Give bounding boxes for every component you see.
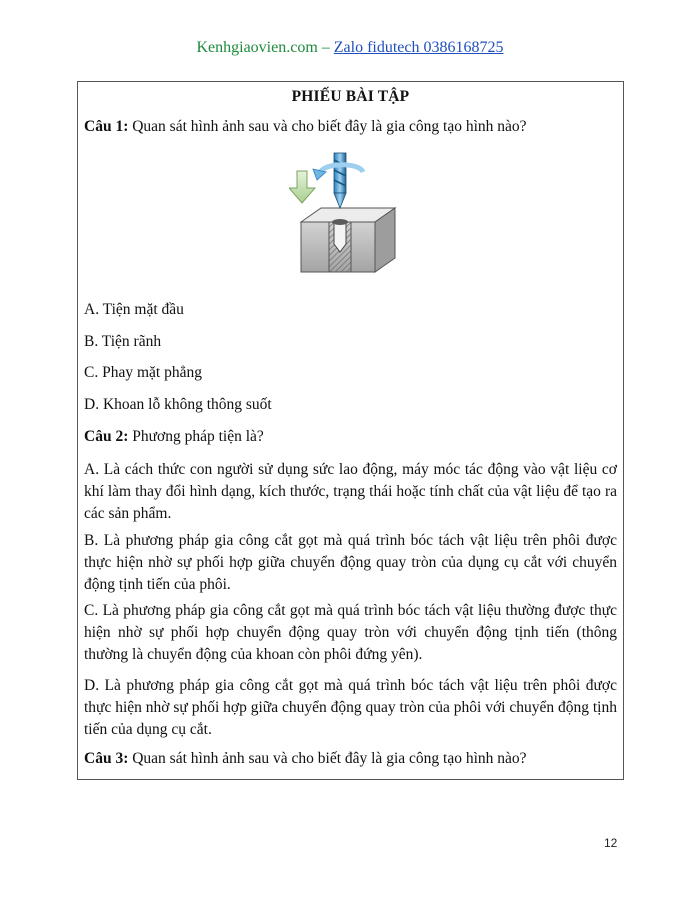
question-1-label: Câu 1:	[84, 118, 129, 135]
q2-option-b: B. Là phương pháp gia công cắt gọt mà quá trình bóc tách vật liệu trên phôi được thực hiện nhờ sự phối hợp giữa chuyển động quay tròn của dụng cụ cắt với chuyển động tịnh tiến của phôi.	[84, 532, 617, 593]
page-header	[0, 39, 700, 57]
worksheet-frame	[77, 81, 624, 780]
q2-option-d: D. Là phương pháp gia công cắt gọt mà quá trình bóc tách vật liệu trên phôi được thực hiện nhờ sự phối hợp giữa chuyển động quay tròn của phôi với chuyển động tịnh tiến của dụng cụ cắt.	[84, 677, 617, 738]
drilling-illustration	[289, 148, 415, 278]
question-2-label: Câu 2:	[84, 428, 129, 445]
question-3-text: Quan sát hình ảnh sau và cho biết đây là gia công tạo hình nào?	[132, 750, 527, 767]
header-separator: –	[321, 39, 330, 56]
site-name: Kenhgiaovien.com	[196, 39, 318, 56]
question-2-text: Phương pháp tiện là?	[132, 428, 264, 445]
q1-option-b: B. Tiện rãnh	[84, 333, 162, 350]
q1-option-a: A. Tiện mặt đầu	[84, 301, 184, 318]
contact-link[interactable]: Zalo fidutech 0386168725	[333, 39, 504, 56]
question-1-text: Quan sát hình ảnh sau và cho biết đây là gia công tạo hình nào?	[132, 118, 527, 135]
q2-option-c: C. Là phương pháp gia công cắt gọt mà quá trình bóc tách vật liệu thường được thực hiện nhờ sự phối hợp chuyển động quay tròn với chuyển động tịnh tiến (thông thường là chuyển động của khoan còn phôi đứng yên).	[84, 602, 617, 663]
q2-option-a: A. Là cách thức con người sử dụng sức lao động, máy móc tác động vào vật liệu cơ khí làm thay đổi hình dạng, kích thước, trạng thái hoặc tính chất của vật liệu để tạo ra các sản phẩm.	[84, 461, 617, 522]
worksheet-title: PHIẾU BÀI TẬP	[291, 88, 410, 105]
question-3-label: Câu 3:	[84, 750, 129, 767]
page-number: 12	[604, 836, 618, 850]
question-1	[84, 116, 617, 138]
question-3	[84, 748, 617, 770]
q1-option-d: D. Khoan lỗ không thông suốt	[84, 396, 272, 413]
q1-option-c: C. Phay mặt phẳng	[84, 364, 202, 381]
question-2	[84, 426, 617, 448]
